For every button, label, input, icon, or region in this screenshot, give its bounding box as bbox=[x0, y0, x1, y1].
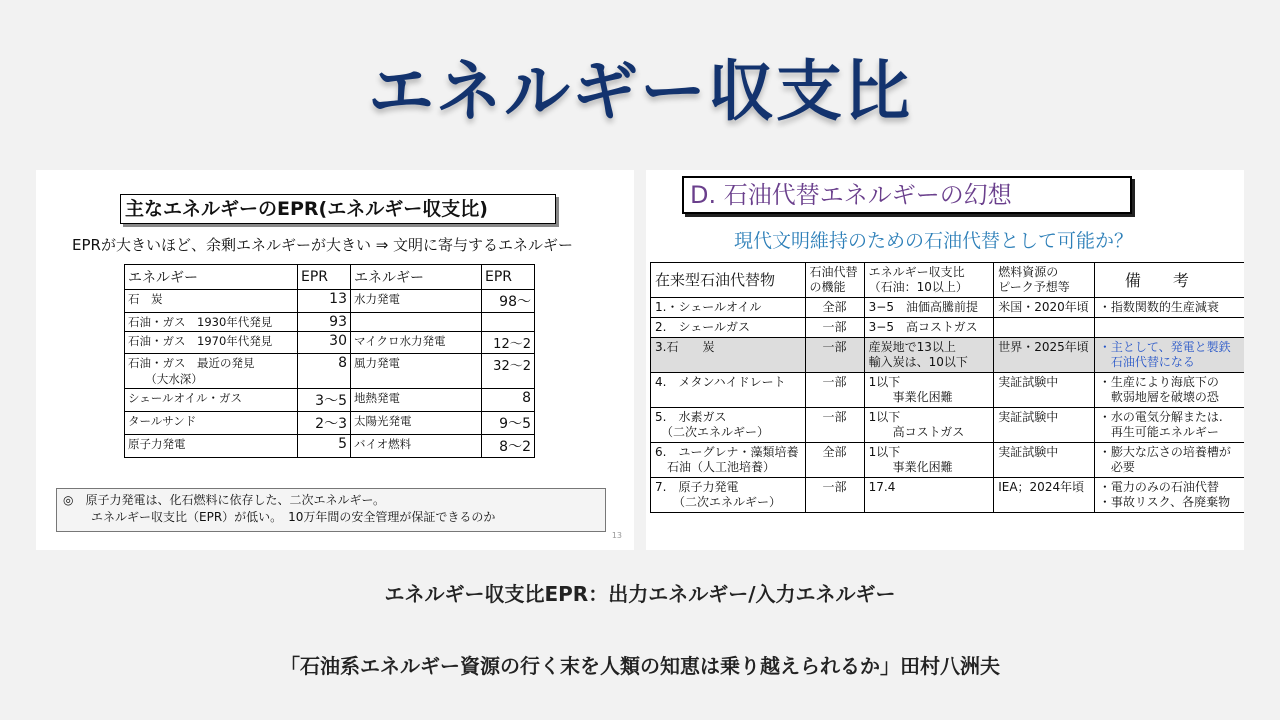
cell: 石油・ガス 1930年代発見 bbox=[125, 313, 298, 332]
cell: 原子力発電 bbox=[125, 435, 298, 458]
col-header: EPR bbox=[482, 265, 535, 290]
epr-heading: 主なエネルギーのEPR(エネルギー収支比) bbox=[120, 194, 556, 224]
cell: 4. メタンハイドレート bbox=[651, 373, 806, 408]
cell: 実証試験中 bbox=[994, 443, 1095, 478]
cell: バイオ燃料 bbox=[351, 435, 482, 458]
cell: 1以下 事業化困難 bbox=[864, 443, 994, 478]
cell: 1.・シェールオイル bbox=[651, 298, 806, 318]
cell: ・主として、発電と製鉄 石油代替になる bbox=[1094, 338, 1244, 373]
cell: 全部 bbox=[805, 443, 864, 478]
cell: 5 bbox=[298, 435, 351, 458]
table-row bbox=[125, 332, 535, 354]
col-header: エネルギー bbox=[125, 265, 298, 290]
cell: ・電力のみの石油代替 ・事故リスク、各廃棄物 bbox=[1094, 478, 1244, 513]
epr-subtitle: EPRが大きいほど、余剰エネルギーが大きい ⇒ 文明に寄与するエネルギー bbox=[72, 236, 574, 254]
cell: 7. 原子力発電 （二次エネルギー） bbox=[651, 478, 806, 513]
cell: 石油・ガス 1970年代発見 bbox=[125, 332, 298, 354]
col-header: 石油代替 の機能 bbox=[805, 263, 864, 298]
cell: 17.4 bbox=[864, 478, 994, 513]
col-header: 在来型石油代替物 bbox=[651, 263, 806, 298]
cell: 一部 bbox=[805, 338, 864, 373]
cell: 実証試験中 bbox=[994, 408, 1095, 443]
table-header-row bbox=[125, 265, 535, 290]
page-title: エネルギー収支比 bbox=[368, 53, 912, 130]
table-row bbox=[651, 443, 1245, 478]
alt-table bbox=[650, 262, 1244, 513]
cell: 3−5 高コストガス bbox=[864, 318, 994, 338]
cell: 一部 bbox=[805, 373, 864, 408]
oil-alternatives-slide bbox=[646, 170, 1244, 550]
table-header-row bbox=[651, 263, 1245, 298]
cell: 8 bbox=[298, 354, 351, 389]
table-row bbox=[125, 435, 535, 458]
col-header: 燃料資源の ピーク予想等 bbox=[994, 263, 1095, 298]
cell: 2. シェールガス bbox=[651, 318, 806, 338]
cell: 5. 水素ガス （二次エネルギー） bbox=[651, 408, 806, 443]
epr-table bbox=[124, 264, 535, 458]
cell: 水力発電 bbox=[351, 290, 482, 313]
cell: 32〜2 bbox=[482, 354, 535, 389]
epr-definition-caption: エネルギー収支比EPR：出力エネルギー/入力エネルギー bbox=[384, 582, 896, 606]
cell: タールサンド bbox=[125, 412, 298, 435]
cell: 米国・2020年頃 bbox=[994, 298, 1095, 318]
cell: 1以下 高コストガス bbox=[864, 408, 994, 443]
table-row bbox=[125, 354, 535, 389]
cell: 2〜3 bbox=[298, 412, 351, 435]
cell: 3〜5 bbox=[298, 389, 351, 412]
cell: ・指数関数的生産減衰 bbox=[1094, 298, 1244, 318]
cell: 風力発電 bbox=[351, 354, 482, 389]
table-row bbox=[125, 389, 535, 412]
note-line: エネルギー収支比（EPR）が低い。 10万年間の安全管理が保証できるのか bbox=[91, 510, 496, 524]
col-header: 備 考 bbox=[1094, 263, 1244, 298]
cell: 世界・2025年頃 bbox=[994, 338, 1095, 373]
cell: 一部 bbox=[805, 478, 864, 513]
cell: 一部 bbox=[805, 318, 864, 338]
source-citation: 「石油系エネルギー資源の行く末を人類の知恵は乗り越えられるか」田村八洲夫 bbox=[280, 654, 1000, 678]
cell bbox=[482, 313, 535, 332]
cell: 12〜2 bbox=[482, 332, 535, 354]
cell: 98〜 bbox=[482, 290, 535, 313]
cell: 6. ユーグレナ・藻類培養 石油（人工池培養） bbox=[651, 443, 806, 478]
col-header: エネルギー bbox=[351, 265, 482, 290]
table-row bbox=[651, 298, 1245, 318]
cell: 13 bbox=[298, 290, 351, 313]
cell bbox=[351, 313, 482, 332]
cell: 1以下 事業化困難 bbox=[864, 373, 994, 408]
alt-subtitle: 現代文明維持のための石油代替として可能か？ bbox=[734, 230, 1134, 252]
cell: 3.石 炭 bbox=[651, 338, 806, 373]
cell: 太陽光発電 bbox=[351, 412, 482, 435]
epr-slide bbox=[36, 170, 634, 550]
alt-heading: D. 石油代替エネルギーの幻想 bbox=[682, 176, 1132, 214]
cell: 9〜5 bbox=[482, 412, 535, 435]
page-number: 13 bbox=[611, 531, 622, 540]
cell: 石油・ガス 最近の発見 （大水深） bbox=[125, 354, 298, 389]
cell: ・水の電気分解または. 再生可能エネルギー bbox=[1094, 408, 1244, 443]
cell: マイクロ水力発電 bbox=[351, 332, 482, 354]
cell: ・膨大な広さの培養槽が 必要 bbox=[1094, 443, 1244, 478]
cell: 8 bbox=[482, 389, 535, 412]
cell: 地熱発電 bbox=[351, 389, 482, 412]
col-header: EPR bbox=[298, 265, 351, 290]
cell: 全部 bbox=[805, 298, 864, 318]
note-line: ◎ 原子力発電は、化石燃料に依存した、二次エネルギー。 bbox=[63, 493, 385, 507]
table-row bbox=[651, 373, 1245, 408]
table-row bbox=[651, 408, 1245, 443]
table-row bbox=[125, 313, 535, 332]
cell: IEA；2024年頃 bbox=[994, 478, 1095, 513]
table-row bbox=[125, 412, 535, 435]
epr-note bbox=[56, 488, 606, 532]
table-row bbox=[651, 478, 1245, 513]
cell: 8〜2 bbox=[482, 435, 535, 458]
cell: 一部 bbox=[805, 408, 864, 443]
col-header: エネルギー収支比 （石油：10以上） bbox=[864, 263, 994, 298]
cell: 石 炭 bbox=[125, 290, 298, 313]
cell: ・生産により海底下の 軟弱地層を破壊の恐 bbox=[1094, 373, 1244, 408]
table-row bbox=[125, 290, 535, 313]
cell bbox=[1094, 318, 1244, 338]
cell: 産炭地で13以上 輸入炭は、10以下 bbox=[864, 338, 994, 373]
cell: 3−5 油価高騰前提 bbox=[864, 298, 994, 318]
cell: 30 bbox=[298, 332, 351, 354]
table-row bbox=[651, 318, 1245, 338]
cell: 93 bbox=[298, 313, 351, 332]
cell bbox=[994, 318, 1095, 338]
cell: シェールオイル・ガス bbox=[125, 389, 298, 412]
cell: 実証試験中 bbox=[994, 373, 1095, 408]
table-row bbox=[651, 338, 1245, 373]
